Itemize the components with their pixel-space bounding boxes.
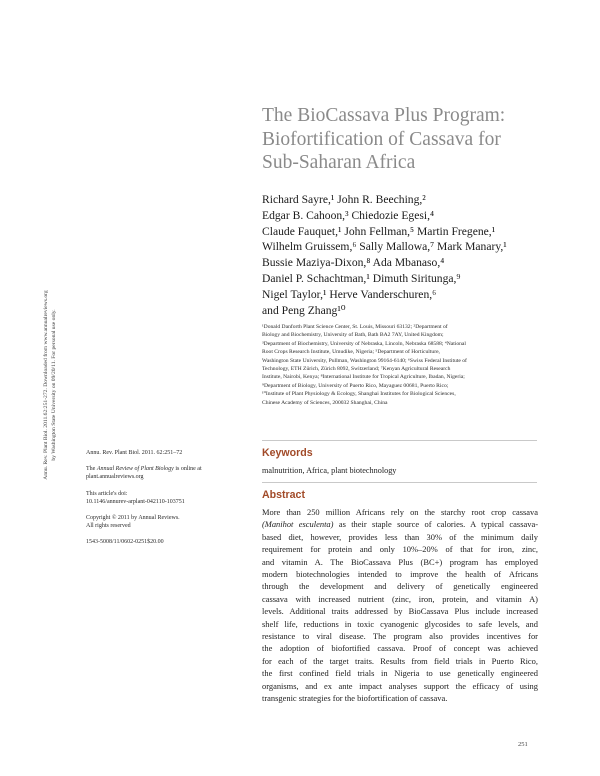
article-metadata — [86, 449, 246, 555]
abstract-line: and vitamin A. The BioCassava Plus (BC+) program has employed — [262, 556, 538, 567]
online-notice — [86, 465, 246, 473]
online-pre: The — [86, 466, 97, 473]
abstract-line: cassava with increased nutrient (zinc, iron, protein, and vitamin A) — [262, 593, 538, 604]
author-line: Richard Sayre,¹ John R. Beeching,² — [262, 193, 426, 206]
article-title — [262, 104, 592, 175]
title-line: The BioCassava Plus Program: — [262, 105, 506, 126]
online-post: is online at — [173, 466, 202, 473]
abstract-line — [262, 518, 538, 530]
affiliation-line: ¹⁰Institute of Plant Physiology & Ecology, Shanghai Institutes for Biological Sciences, — [262, 391, 456, 398]
rights: All rights reserved — [86, 523, 131, 530]
species-name: (Manihot esculenta) — [262, 519, 334, 530]
affiliation-line: ³Department of Biochemistry, University of Nebraska, Lincoln, Nebraska 68588; ⁴National — [262, 340, 466, 347]
divider — [262, 440, 537, 441]
author-line: Bussie Maziya-Dixon,⁸ Ada Mbanaso,⁴ — [262, 256, 445, 270]
title-line: Biofortification of Cassava for — [262, 128, 501, 150]
abstract-line: shelf life, reductions in toxic cyanogenic glycosides to safe levels, and — [262, 618, 538, 629]
abstract-line: requirement for protein and only 10%–20% of that for iron, zinc, — [262, 544, 538, 555]
abstract-line: modern biotechnologies intended to improve the health of Africans — [262, 569, 538, 580]
affiliation-line: ¹Donald Danforth Plant Science Center, St. Louis, Missouri 63132; ²Department of — [262, 324, 448, 330]
abstract-line: the first confined field trials in Nigeria to use genetically engineered — [262, 668, 538, 679]
download-notice-text — [42, 240, 66, 530]
affiliation-line: Root Crops Research Institute, Umudike, Nigeria; ⁵Department of Horticulture, — [262, 349, 440, 356]
author-list — [262, 192, 582, 318]
abstract-line: based diet, however, provides less than 30% of the minimum daily — [262, 531, 538, 542]
author-line: Claude Fauquet,¹ John Fellman,⁵ Martin Fregene,¹ — [262, 224, 496, 238]
copyright: Copyright © 2011 by Annual Reviews. — [86, 515, 180, 522]
abstract-line: through the development and delivery of genetically engineered — [262, 581, 538, 592]
abstract-line: More than 250 million Africans rely on the starchy root crop cassava — [262, 507, 538, 517]
author-line: Edgar B. Cahoon,³ Chiedozie Egesi,⁴ — [262, 208, 435, 222]
journal-citation: Annu. Rev. Plant Biol. 2011. 62:251–72 — [86, 450, 183, 456]
abstract-line: the adoption of biofortified cassava. Proof of concept was achieved — [262, 643, 538, 654]
abstract-body — [262, 506, 538, 705]
author-line: Nigel Taylor,¹ Herve Vanderschuren,⁶ — [262, 287, 437, 301]
abstract-line: organisms, and ex ante impact analyses support the efficacy of using — [262, 680, 538, 691]
affiliation-line: Washington State University, Pullman, Washington 99164-6140; ⁶Swiss Federal Institute of — [262, 357, 467, 364]
page-number: 251 — [518, 741, 528, 748]
author-line: Daniel P. Schachtman,¹ Dimuth Siritunga,⁹ — [262, 271, 461, 285]
affiliations — [262, 323, 562, 407]
abstract-line: resistance to viral disease. The program also provides incentives for — [262, 631, 538, 642]
abstract-line: for each of the target traits. Results from field trials in Puerto Rico, — [262, 655, 538, 666]
affiliation-line: ⁹Department of Biology, University of Puerto Rico, Mayaguez 00681, Puerto Rico; — [262, 382, 449, 389]
divider — [262, 482, 537, 483]
keywords: malnutrition, Africa, plant biotechnology — [262, 466, 397, 475]
affiliation-line: Institute, Nairobi, Kenya; ⁸International Institute for Tropical Agriculture, Ibadan, Nigeria; — [262, 374, 465, 381]
issn: 1543-5008/11/0602-0251$20.00 — [86, 539, 164, 546]
abstract-line: transgenic strategies for the biofortification of cassava. — [262, 693, 448, 704]
affiliation-line: Biology and Biochemistry, University of Bath, Bath BA2 7AY, United Kingdom; — [262, 332, 444, 339]
abstract-line-rest: as their staple source of calories. A typical cassava- — [333, 519, 539, 530]
journal-url[interactable]: plant.annualreviews.org — [86, 474, 144, 481]
title-line: Sub-Saharan Africa — [262, 152, 416, 173]
download-notice-line: Annu. Rev. Plant Biol. 2011.62:251-272. Downloaded from www.annualreviews.org — [43, 290, 49, 480]
keywords-heading: Keywords — [262, 447, 313, 459]
abstract-heading: Abstract — [262, 489, 305, 501]
journal-name: Annual Review of Plant Biology — [96, 466, 174, 473]
download-notice-line: by Washington State University on 09/20/11. For personal use only. — [51, 309, 57, 461]
author-line: Wilhelm Gruissem,⁶ Sally Mallowa,⁷ Mark Manary,¹ — [262, 240, 507, 254]
author-line: and Peng Zhang¹⁰ — [262, 303, 346, 317]
affiliation-line: Chinese Academy of Sciences, 200032 Shanghai, China — [262, 399, 388, 406]
download-notice — [42, 240, 57, 530]
doi-label: This article's doi: — [86, 490, 128, 497]
abstract-line: levels. Additional traits addressed by BioCassava Plus include increased — [262, 606, 538, 617]
doi[interactable]: 10.1146/annurev-arplant-042110-103751 — [86, 498, 185, 505]
affiliation-line: Technology, ETH Zürich, Zürich 8092, Switzerland; ⁷Kenyan Agricultural Research — [262, 366, 451, 373]
